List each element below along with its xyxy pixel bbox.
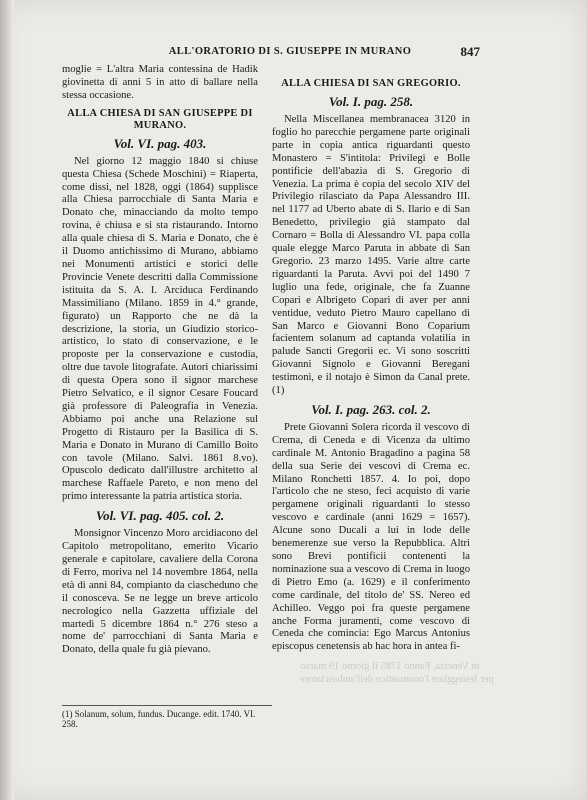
body-paragraph: Prete Giovanni Solera ricorda il vescovo di Crema, di Ceneda e di Vicenza da ultimo cardinale M. Antonio Bragadino a pagina 58 della sua Serie dei vescovi di Crema ec. Milano Ronchetti 1857. 4. Io poi, dopo l'articolo che ne steso, feci acquisto di varie pergamene originali riguardanti lo stesso vescovo e cardinale (anni 1629 = 1657). Alcune sono Ducali a lui in lode delle benemerenze sue verso la Repubblica. Altri sono Brevi pontificii contenenti la nominazione sua a vescovo di Crema in luogo di Pietro Emo (a. 1629) e il conferimento come cardinale, del titolo de' SS. Nereo ed Achilleo. Veggo poi fra queste pergamene anche Forma juramenti, come vescovo di Ceneda che comincia: Ego Marcus Antonius episcopus cenetensis ab hac hora in antea fi- xyxy=(272,421,470,653)
book-spine-shadow xyxy=(0,0,14,800)
volume-reference: Vol. I. pag. 258. xyxy=(328,94,414,109)
volume-reference: Vol. VI. pag. 405. col. 2. xyxy=(95,508,225,524)
bleed-through-text: per festeggiare l'onomastico dell'ambasciatore xyxy=(300,674,494,685)
running-head: ALL'ORATORIO DI S. GIUSEPPE IN MURANO xyxy=(168,46,412,57)
section-title-san-gregorio: ALLA CHIESA DI SAN GREGORIO. xyxy=(281,78,461,89)
volume-reference: Vol. I. pag. 263. col. 2. xyxy=(311,401,431,417)
page-number: 847 xyxy=(460,44,480,59)
bleed-through-text: in Venezia, Fanno 1785 il giorno 19 marzo xyxy=(300,661,480,672)
body-paragraph: Nel giorno 12 maggio 1840 si chiuse questa Chiesa (Schede Moschini) = Riaperta, come dissi, nel 1828, oggi (1864) supplisce alla Chiesa parrocchiale di Santa Maria e Donato che, minacciando da molto tempo rovina, è chiusa e si sta ristaurando. Intorno alla quale chiesa di S. Maria e Donato, che è il Duomo antichissimo di Murano, abbiamo nei Monumenti artistici e storici delle Provincie Venete descritti dalla Commissione istituita da S. A. I. Arciduca Ferdinando Massimiliano (Milano. 1859 in 4.° grande, figurato) un Rapporto che ne dà la descrizione, la storia, un Giudizio storico-artistico, lo stato di conservazione, e le proposte per la conservazione e custodia, oltre due tavole litografate. Autori chiarissimi di questa Opera sono il signor marchese Pietro Selvatico, e il signor Cesare Foucard già professore di Paleografia in Venezia. Abbiamo poi anche una Relazione sul Progetto di Ristauro per la Basilica di S. Maria e Donato in Murano di Camillo Boito con tavole (Milano. Salvi. 1861 8.vo). Opuscolo dedicato dall'illustre architetto al marchese Raffaele Pareto, e non meno del primo interessante la patria artistica storia. xyxy=(62,155,258,503)
body-paragraph: Nella Miscellanea membranacea 3120 in foglio ho parecchie pergamene parte originali parte in copia antica riguardanti questo Monastero = S'intitola: Privilegi e Bolle pontificie dell'abazia di S. Gregorio di Venezia. La prima è copia del secolo XIV del Privilegio rilasciato da Papa Alessandro III. nel 1177 ad Uberto abate di S. Ilario e di San Benedetto, privilegio già stampato dal Cornaro = Bolla di Alessandro VI. papa colla quale elegge Marco Paruta in abbate di San Gregorio. 23 marzo 1495. Varie altre carte riguardanti la Paruta. Avvi poi del 1490 7 luglio una fede, originale, che fa Zuanne Copari e Albrigeto Copari di aver per anni ventidue, veduto Pietro Mauro capellano di San Marco e Giovanni Bono Coparium facientem solanum ad captanda volatilia in palude Sancti Gregorii ec. Vi sono soscritti Giovanni Signolo e Giovanni Beregani testimoni, e il notajo è Simon da Canal prete. (1) xyxy=(272,114,470,397)
volume-reference: Vol. VI. pag. 403. xyxy=(113,135,207,151)
intro-paragraph: moglie = L'altra Maria contessina de Hadik giovinetta di anni 5 in atto di ballare nella stessa occasione. xyxy=(62,64,258,101)
body-paragraph: Monsignor Vincenzo Moro arcidiacono del Capitolo metropolitano, emerito Vicario generale e capitolare, cavaliere della Corona di Ferro, moriva nel 14 novembre 1864, nella età di anni 84, compianto da ciascheduno che il conosceva. Se ne legge un breve articolo necrologico nella Gazzetta uffiziale del martedì 5 dicembre 1864 n.° 276 steso a nome de' parrocchiani di Santa Maria e Donato, della quale fu già pievano. xyxy=(62,528,258,656)
right-column xyxy=(272,64,470,654)
left-column xyxy=(62,64,258,657)
footnote: (1) Solanum, solum, fundus. Ducange. edit. 1740. VI. 258. xyxy=(62,705,272,729)
section-title-san-giuseppe: ALLA CHIESA DI SAN GIUSEPPE DI MURANO. xyxy=(67,107,253,131)
